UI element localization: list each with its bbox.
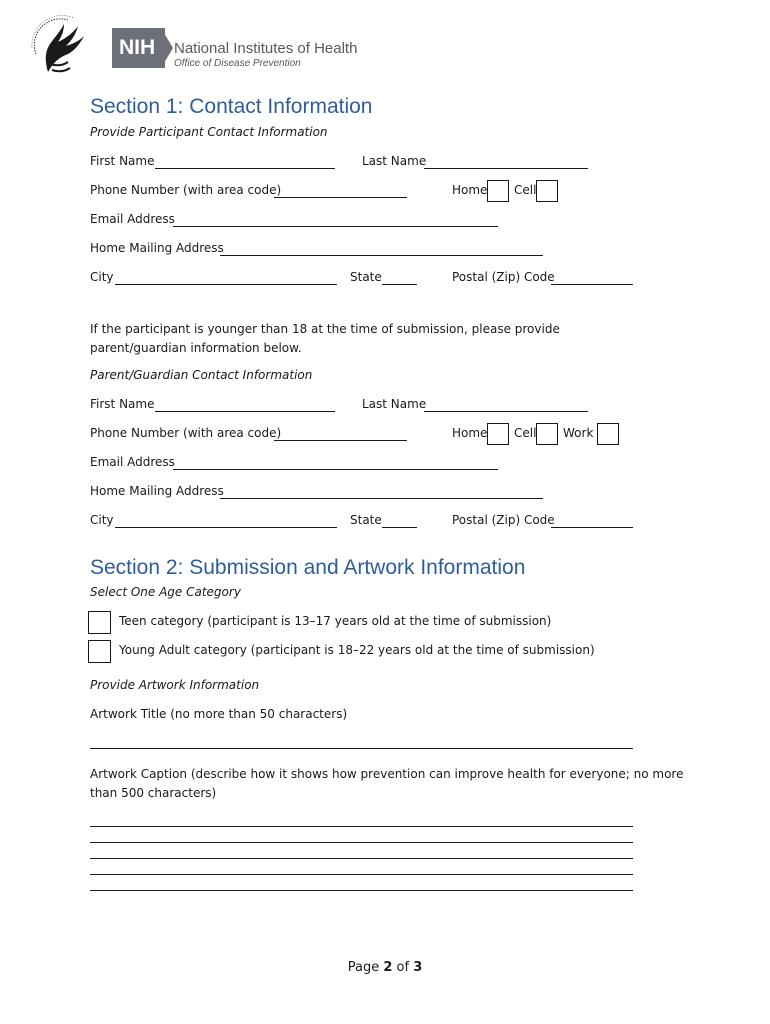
guardian-work-label: Work	[563, 426, 594, 440]
nih-abbrev: NIH	[119, 36, 156, 59]
nih-logo-arrow	[161, 28, 173, 68]
participant-city-label: City	[90, 270, 114, 284]
participant-last-name-field[interactable]	[424, 154, 588, 169]
participant-email-field[interactable]	[173, 212, 498, 227]
org-name: National Institutes of Health	[174, 40, 358, 57]
page-footer	[0, 960, 770, 975]
participant-first-name-label: First Name	[90, 154, 155, 168]
section1-subtitle: Provide Participant Contact Information	[90, 125, 328, 139]
guardian-state-label: State	[350, 513, 382, 527]
guardian-zip-field[interactable]	[551, 513, 633, 528]
artwork-caption-line-1[interactable]	[90, 826, 633, 827]
participant-home-label: Home	[452, 183, 488, 197]
teen-category-checkbox[interactable]	[88, 611, 111, 634]
guardian-first-name-label: First Name	[90, 397, 155, 411]
participant-mailing-field[interactable]	[220, 241, 543, 256]
artwork-title-label: Artwork Title (no more than 50 characters)	[90, 707, 348, 721]
guardian-city-field[interactable]	[115, 513, 337, 528]
teen-category-label: Teen category (participant is 13–17 years old at the time of submission)	[119, 614, 552, 628]
guardian-zip-label: Postal (Zip) Code	[452, 513, 555, 527]
guardian-subtitle: Parent/Guardian Contact Information	[90, 368, 313, 382]
participant-last-name-label: Last Name	[362, 154, 427, 168]
guardian-first-name-field[interactable]	[155, 397, 335, 412]
artwork-caption-line-3[interactable]	[90, 858, 633, 859]
participant-first-name-field[interactable]	[155, 154, 335, 169]
participant-zip-field[interactable]	[551, 270, 633, 285]
guardian-state-field[interactable]	[382, 513, 417, 528]
org-subname: Office of Disease Prevention	[174, 58, 301, 69]
guardian-cell-label: Cell	[514, 426, 537, 440]
age-category-subtitle: Select One Age Category	[90, 585, 241, 599]
guardian-phone-label: Phone Number (with area code)	[90, 426, 282, 440]
guardian-mailing-field[interactable]	[220, 484, 543, 499]
participant-phone-label: Phone Number (with area code)	[90, 183, 282, 197]
guardian-work-checkbox[interactable]	[597, 423, 619, 445]
young-adult-category-label: Young Adult category (participant is 18–22 years old at the time of submission)	[119, 643, 595, 657]
participant-state-label: State	[350, 270, 382, 284]
participant-state-field[interactable]	[382, 270, 417, 285]
participant-phone-field[interactable]	[274, 183, 407, 198]
guardian-cell-checkbox[interactable]	[536, 423, 558, 445]
guardian-phone-field[interactable]	[274, 426, 407, 441]
participant-cell-label: Cell	[514, 183, 537, 197]
artwork-subtitle: Provide Artwork Information	[90, 678, 260, 692]
artwork-caption-label: Artwork Caption (describe how it shows how prevention can improve health for everyone; no more than 500 characters)	[90, 767, 684, 800]
minor-note: If the participant is younger than 18 at the time of submission, please provide parent/guardian information below.	[90, 322, 560, 355]
artwork-caption-line-2[interactable]	[90, 842, 633, 843]
participant-zip-label: Postal (Zip) Code	[452, 270, 555, 284]
hhs-seal-logo	[28, 14, 90, 78]
guardian-mailing-label: Home Mailing Address	[90, 484, 224, 498]
guardian-email-field[interactable]	[173, 455, 498, 470]
page-total: 3	[413, 960, 423, 975]
guardian-home-checkbox[interactable]	[487, 423, 509, 445]
artwork-caption-line-5[interactable]	[90, 890, 633, 891]
page-number: 2	[383, 960, 393, 975]
section2-title: Section 2: Submission and Artwork Information	[90, 556, 526, 579]
section1-title: Section 1: Contact Information	[90, 95, 373, 118]
artwork-title-field[interactable]	[90, 748, 633, 749]
guardian-last-name-field[interactable]	[424, 397, 588, 412]
participant-email-label: Email Address	[90, 212, 175, 226]
guardian-last-name-label: Last Name	[362, 397, 427, 411]
artwork-caption-line-4[interactable]	[90, 874, 633, 875]
participant-city-field[interactable]	[115, 270, 337, 285]
participant-cell-checkbox[interactable]	[536, 180, 558, 202]
nih-logo-box	[112, 28, 165, 68]
page-word: Page	[347, 960, 380, 975]
participant-home-checkbox[interactable]	[487, 180, 509, 202]
of-word: of	[396, 960, 410, 975]
guardian-email-label: Email Address	[90, 455, 175, 469]
guardian-city-label: City	[90, 513, 114, 527]
guardian-home-label: Home	[452, 426, 488, 440]
young-adult-category-checkbox[interactable]	[88, 640, 111, 663]
participant-mailing-label: Home Mailing Address	[90, 241, 224, 255]
